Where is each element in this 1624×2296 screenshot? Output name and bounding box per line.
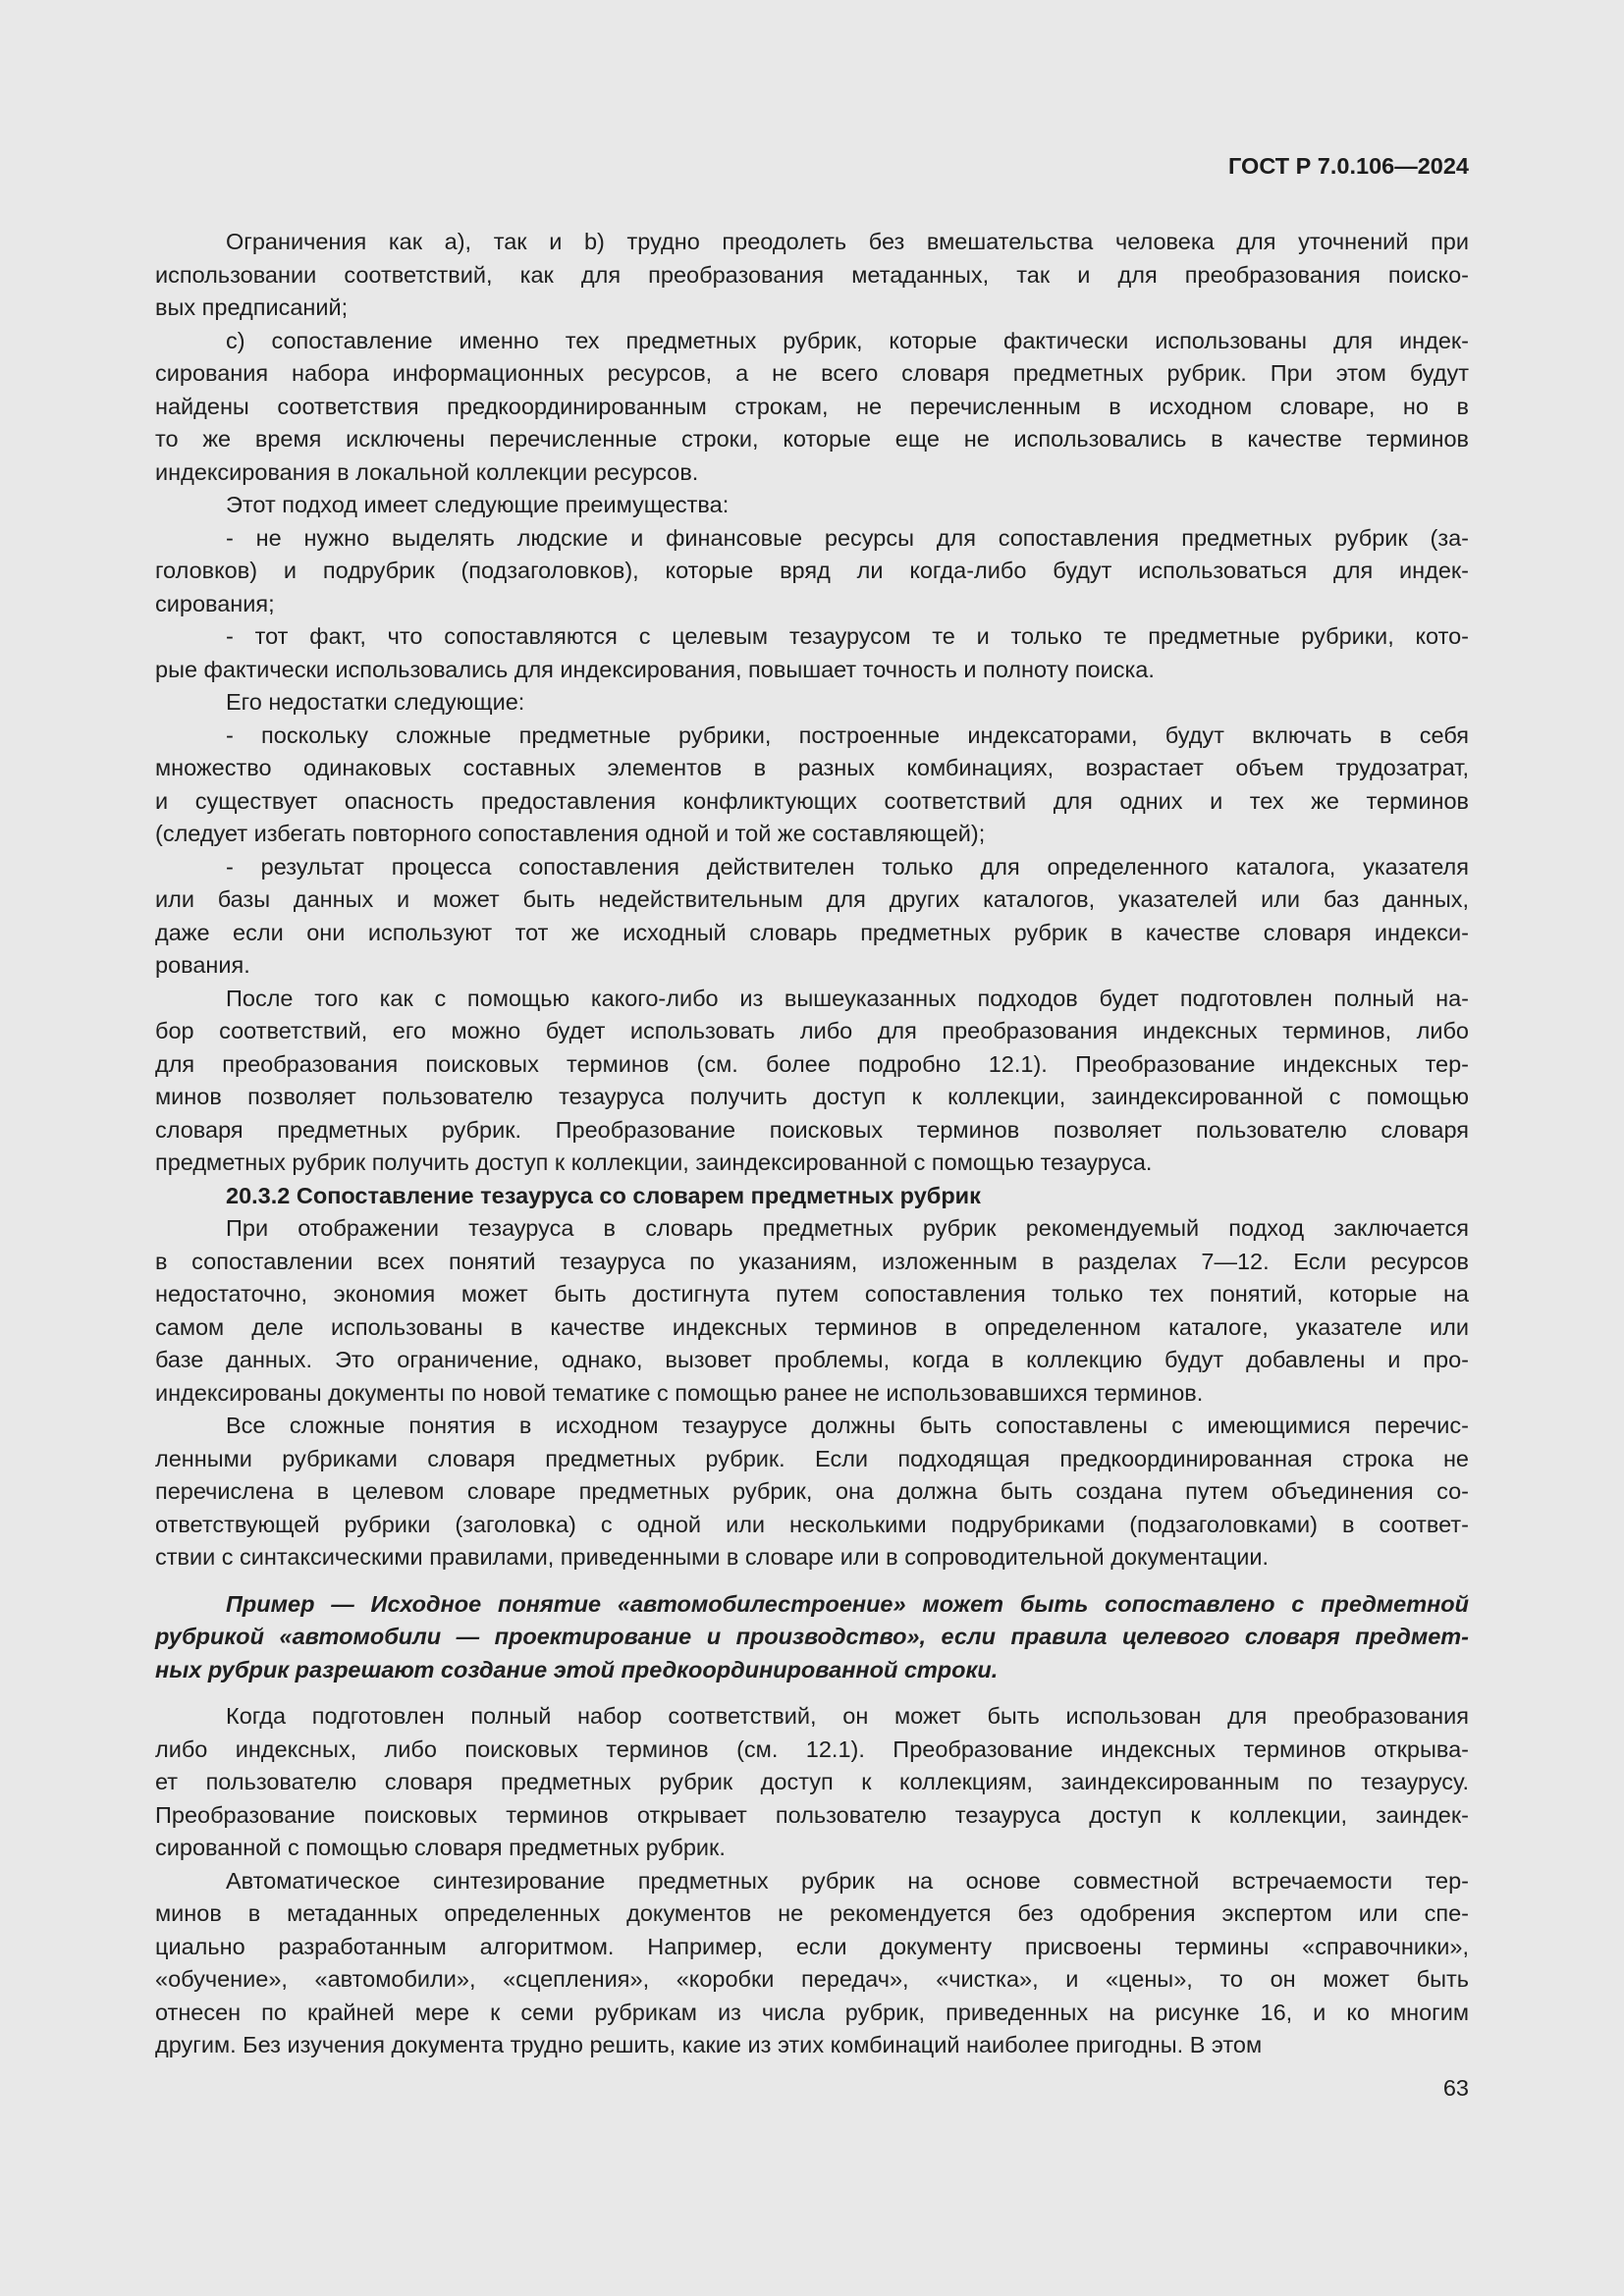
text-line: «обучение», «автомобили», «сцепления», «коробки передач», «чистка», и «цены», то он может быть — [155, 1966, 1469, 1992]
text-line: в сопоставлении всех понятий тезауруса по указаниям, изложенным в разделах 7—12. Если ресурсов — [155, 1248, 1469, 1274]
list-item-advantage-2 — [155, 620, 1469, 686]
text-line: минов в метаданных определенных документов не рекомендуется без одобрения экспертом или спе- — [155, 1900, 1469, 1926]
text-line: - поскольку сложные предметные рубрики, построенные индексаторами, будут включать в себя — [226, 721, 1469, 748]
text-line: c) сопоставление именно тех предметных рубрик, которые фактически использованы для индек- — [226, 327, 1469, 353]
paragraph-auto-synthesis — [155, 1865, 1469, 2062]
paragraph-advantages-intro — [155, 489, 1469, 522]
text-line: ствии с синтаксическими правилами, приведенными в словаре или в сопроводительной документации. — [155, 1544, 1270, 1570]
text-line: Его недостатки следующие: — [226, 689, 525, 715]
text-line: словаря предметных рубрик. Преобразование поисковых терминов позволяет пользователю словаря — [155, 1116, 1469, 1143]
text-line: ответствующей рубрики (заголовка) с одной или несколькими подрубриками (подзаголовками) в соответ- — [155, 1511, 1469, 1537]
text-line: сирования набора информационных ресурсов, а не всего словаря предметных рубрик. При этом будут — [155, 360, 1469, 386]
text-line: сирования; — [155, 590, 275, 616]
text-line: бор соответствий, его можно будет использовать либо для преобразования индексных терминов, либо — [155, 1018, 1469, 1043]
text-line: Ограничения как а), так и b) трудно преодолеть без вмешательства человека для уточнений при — [226, 229, 1469, 254]
text-line: (следует избегать повторного сопоставления одной и той же составляющей); — [155, 821, 986, 846]
text-line: для преобразования поисковых терминов (см. более подробно 12.1). Преобразование индексных тер- — [155, 1050, 1469, 1077]
paragraph-mapping-set — [155, 983, 1469, 1180]
paragraph-disadvantages-intro — [155, 686, 1469, 720]
text-line: использовании соответствий, как для преобразования метаданных, так и для преобразования поиско- — [155, 261, 1469, 288]
text-line: то же время исключены перечисленные строки, которые еще не использовались в качестве терминов — [155, 426, 1469, 452]
text-line: минов позволяет пользователю тезауруса получить доступ к коллекции, заиндексированной с помощью — [155, 1084, 1469, 1109]
text-line: сированной с помощью словаря предметных рубрик. — [155, 1835, 726, 1860]
text-line: отнесен по крайней мере к семи рубрикам из числа рубрик, приведенных на рисунке 16, и ко многим — [155, 1999, 1469, 2025]
text-line: либо индексных, либо поисковых терминов (см. 12.1). Преобразование индексных терминов открыва- — [155, 1735, 1469, 1762]
text-line: и существует опасность предоставления конфликтующих соответствий для одних и тех же терминов — [155, 787, 1469, 814]
text-line: предметных рубрик получить доступ к коллекции, заиндексированной с помощью тезауруса. — [155, 1149, 1153, 1175]
text-line: Пример — Исходное понятие «автомобилестроение» может быть сопоставлено с предметной — [226, 1590, 1469, 1617]
list-item-disadvantage-1 — [155, 720, 1469, 851]
text-line: недостаточно, экономия может быть достигнута путем сопоставления только тех понятий, которые на — [155, 1281, 1469, 1307]
example-note — [155, 1588, 1469, 1687]
text-line: Когда подготовлен полный набор соответствий, он может быть использован для преобразования — [226, 1703, 1469, 1729]
text-line: головков) и подрубрик (подзаголовков), которые вряд ли когда-либо будут использоваться для индек- — [155, 558, 1469, 583]
text-line: - результат процесса сопоставления действителен только для определенного каталога, указателя — [226, 853, 1469, 880]
text-line: вых предписаний; — [155, 294, 349, 320]
section-heading-20-3-2 — [155, 1180, 1469, 1213]
paragraph-thesaurus-mapping — [155, 1212, 1469, 1410]
list-item-advantage-1 — [155, 522, 1469, 621]
text-line: рубрикой «автомобили — проектирование и производство», если правила целевого словаря предмет- — [155, 1624, 1469, 1649]
page-number: 63 — [1442, 2075, 1469, 2101]
text-line: 20.3.2 Сопоставление тезауруса со словарем предметных рубрик — [226, 1182, 981, 1208]
list-item-c — [155, 325, 1469, 490]
text-line: самом деле использованы в качестве индексных терминов в определенном каталоге, указателе или — [155, 1313, 1469, 1340]
document-header: ГОСТ Р 7.0.106—2024 — [1228, 153, 1469, 179]
text-line: циально разработанным алгоритмом. Например, если документу присвоены термины «справочники», — [155, 1933, 1469, 1959]
text-line: найдены соответствия предкоординированным строкам, не перечисленным в исходном словаре, но в — [155, 393, 1469, 419]
list-item-disadvantage-2 — [155, 851, 1469, 983]
paragraph-complex-concepts — [155, 1410, 1469, 1575]
text-line: Этот подход имеет следующие преимущества: — [226, 492, 730, 517]
text-line: множество одинаковых составных элементов в разных комбинациях, возрастает объем трудозатрат, — [155, 755, 1469, 780]
text-line: перечислена в целевом словаре предметных рубрик, она должна быть создана путем объединения со- — [155, 1478, 1469, 1504]
text-line: рования. — [155, 952, 250, 978]
text-line: Все сложные понятия в исходном тезаурусе должны быть сопоставлены с имеющимися перечис- — [226, 1413, 1469, 1438]
text-line: ет пользователю словаря предметных рубрик доступ к коллекциям, заиндексированным по тезаурусу. — [155, 1769, 1469, 1794]
text-line: ленными рубриками словаря предметных рубрик. Если подходящая предкоординированная строка не — [155, 1445, 1469, 1471]
paragraph-full-set — [155, 1700, 1469, 1865]
text-line: ных рубрик разрешают создание этой предкоординированной строки. — [155, 1656, 999, 1682]
text-line: индексированы документы по новой тематике с помощью ранее не использовавшихся терминов. — [155, 1379, 1204, 1406]
text-line: Автоматическое синтезирование предметных рубрик на основе совместной встречаемости тер- — [226, 1867, 1469, 1894]
paragraph-limitations — [155, 226, 1469, 325]
text-line: рые фактически использовались для индексирования, повышает точность и полноту поиска. — [155, 656, 1155, 682]
text-line: даже если они используют тот же исходный словарь предметных рубрик в качестве словаря индекси- — [155, 919, 1469, 945]
text-line: или базы данных и может быть недействительным для других каталогов, указателей или баз данных, — [155, 886, 1469, 912]
text-line: - не нужно выделять людские и финансовые ресурсы для сопоставления предметных рубрик (за- — [226, 524, 1469, 551]
text-line: При отображении тезауруса в словарь предметных рубрик рекомендуемый подход заключается — [226, 1215, 1469, 1241]
document-body — [155, 226, 1469, 2062]
text-line: - тот факт, что сопоставляются с целевым тезаурусом те и только те предметные рубрики, кото- — [226, 623, 1469, 649]
text-line: индексирования в локальной коллекции ресурсов. — [155, 458, 699, 485]
text-line: После того как с помощью какого-либо из вышеуказанных подходов будет подготовлен полный на- — [226, 985, 1469, 1011]
text-line: другим. Без изучения документа трудно решить, какие из этих комбинаций наиболее пригодны. В этом — [155, 2032, 1263, 2057]
text-line: базе данных. Это ограничение, однако, вызовет проблемы, когда в коллекцию будут добавлены и про- — [155, 1347, 1469, 1372]
text-line: Преобразование поисковых терминов открывает пользователю тезауруса доступ к коллекции, заиндек- — [155, 1801, 1469, 1828]
